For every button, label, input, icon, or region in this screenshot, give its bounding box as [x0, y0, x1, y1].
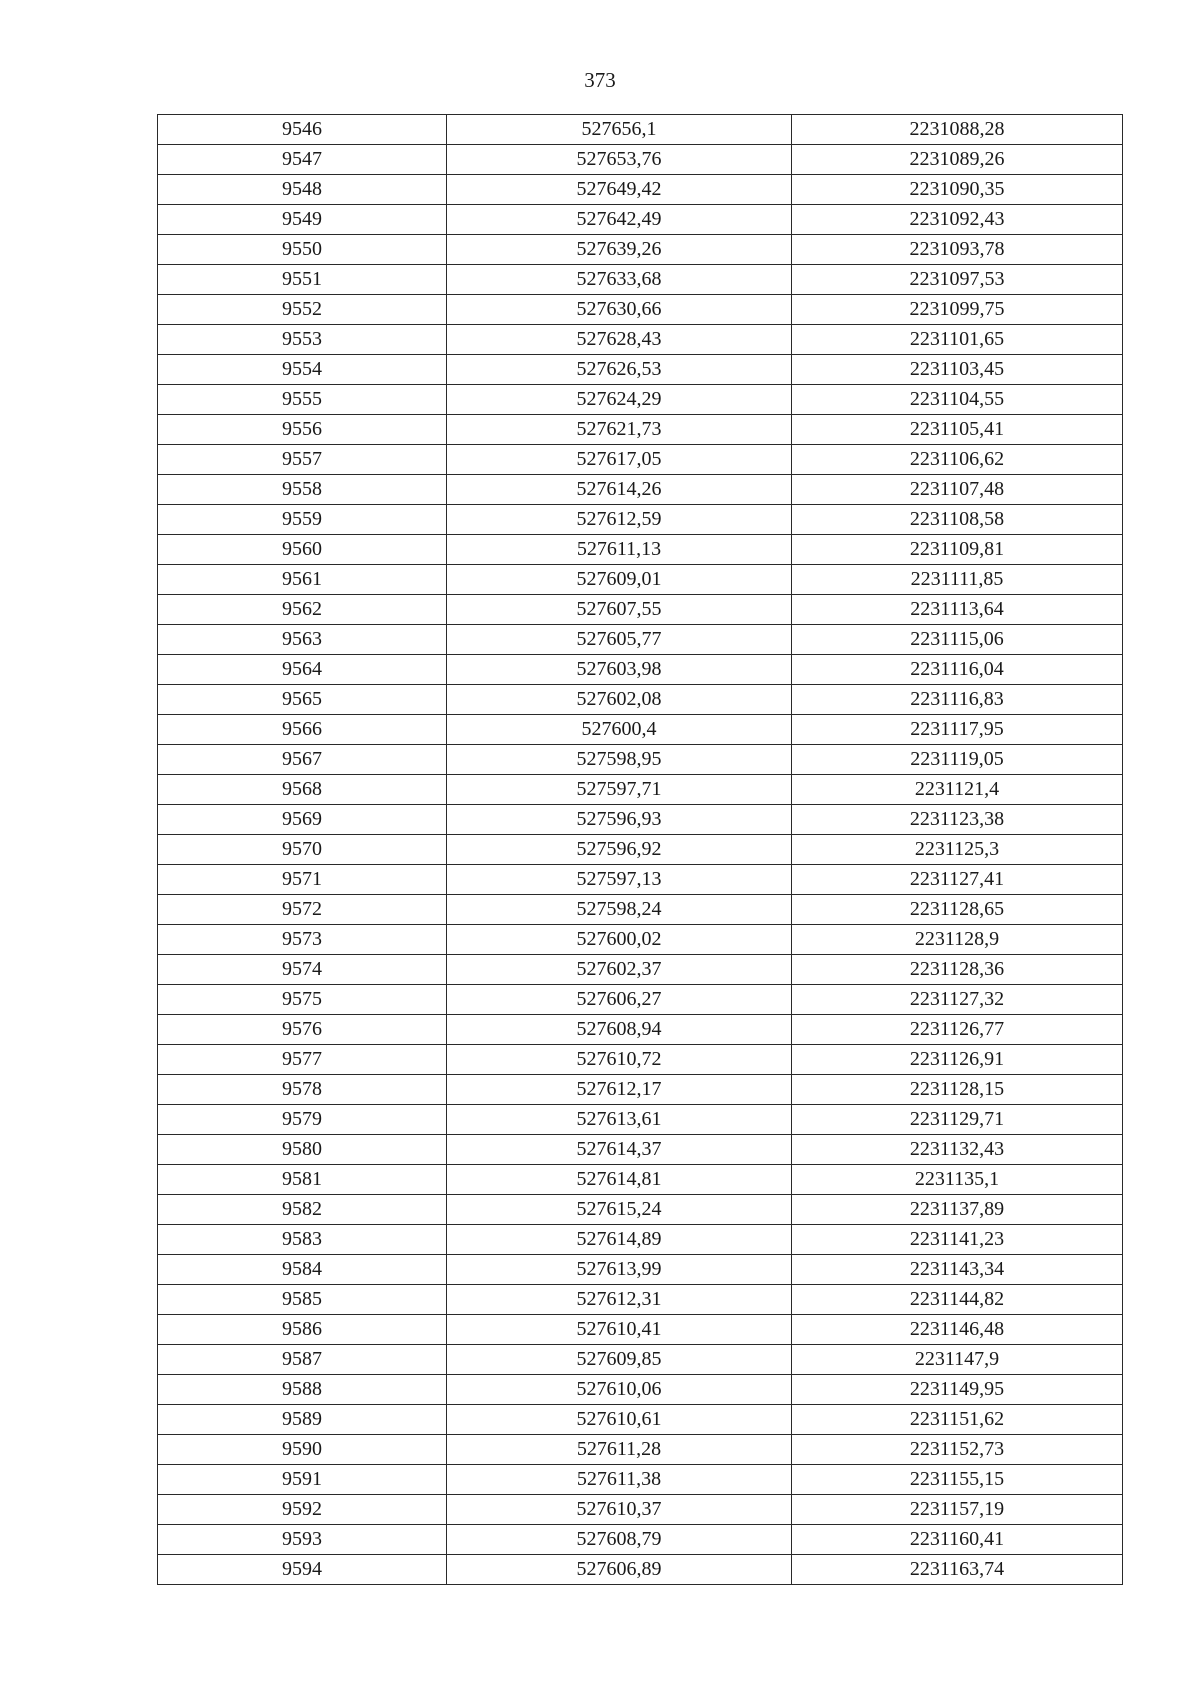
- x-coordinate-cell: 527597,13: [447, 865, 792, 895]
- table-row: [158, 955, 1123, 985]
- y-coordinate-cell: 2231123,38: [792, 805, 1123, 835]
- point-number-cell: 9584: [158, 1255, 447, 1285]
- point-number-cell: 9586: [158, 1315, 447, 1345]
- point-number-cell: 9559: [158, 505, 447, 535]
- table-row: [158, 265, 1123, 295]
- x-coordinate-cell: 527626,53: [447, 355, 792, 385]
- table-row: [158, 445, 1123, 475]
- point-number-cell: 9567: [158, 745, 447, 775]
- point-number-cell: 9563: [158, 625, 447, 655]
- y-coordinate-cell: 2231116,04: [792, 655, 1123, 685]
- point-number-cell: 9581: [158, 1165, 447, 1195]
- point-number-cell: 9585: [158, 1285, 447, 1315]
- coordinates-table: [157, 114, 1123, 1585]
- y-coordinate-cell: 2231125,3: [792, 835, 1123, 865]
- table-row: [158, 1465, 1123, 1495]
- x-coordinate-cell: 527609,85: [447, 1345, 792, 1375]
- table-row: [158, 595, 1123, 625]
- point-number-cell: 9571: [158, 865, 447, 895]
- y-coordinate-cell: 2231093,78: [792, 235, 1123, 265]
- x-coordinate-cell: 527614,89: [447, 1225, 792, 1255]
- table-row: [158, 535, 1123, 565]
- x-coordinate-cell: 527610,06: [447, 1375, 792, 1405]
- coordinates-table-body: [158, 115, 1123, 1585]
- y-coordinate-cell: 2231128,65: [792, 895, 1123, 925]
- point-number-cell: 9565: [158, 685, 447, 715]
- y-coordinate-cell: 2231151,62: [792, 1405, 1123, 1435]
- point-number-cell: 9568: [158, 775, 447, 805]
- x-coordinate-cell: 527614,81: [447, 1165, 792, 1195]
- y-coordinate-cell: 2231141,23: [792, 1225, 1123, 1255]
- point-number-cell: 9582: [158, 1195, 447, 1225]
- y-coordinate-cell: 2231115,06: [792, 625, 1123, 655]
- y-coordinate-cell: 2231088,28: [792, 115, 1123, 145]
- table-row: [158, 1195, 1123, 1225]
- table-row: [158, 1555, 1123, 1585]
- table-row: [158, 655, 1123, 685]
- table-row: [158, 775, 1123, 805]
- table-row: [158, 715, 1123, 745]
- x-coordinate-cell: 527606,27: [447, 985, 792, 1015]
- y-coordinate-cell: 2231132,43: [792, 1135, 1123, 1165]
- table-row: [158, 115, 1123, 145]
- point-number-cell: 9562: [158, 595, 447, 625]
- point-number-cell: 9574: [158, 955, 447, 985]
- point-number-cell: 9577: [158, 1045, 447, 1075]
- point-number-cell: 9550: [158, 235, 447, 265]
- x-coordinate-cell: 527600,02: [447, 925, 792, 955]
- x-coordinate-cell: 527628,43: [447, 325, 792, 355]
- point-number-cell: 9556: [158, 415, 447, 445]
- point-number-cell: 9552: [158, 295, 447, 325]
- x-coordinate-cell: 527598,95: [447, 745, 792, 775]
- y-coordinate-cell: 2231129,71: [792, 1105, 1123, 1135]
- x-coordinate-cell: 527614,37: [447, 1135, 792, 1165]
- point-number-cell: 9555: [158, 385, 447, 415]
- point-number-cell: 9548: [158, 175, 447, 205]
- x-coordinate-cell: 527656,1: [447, 115, 792, 145]
- y-coordinate-cell: 2231097,53: [792, 265, 1123, 295]
- y-coordinate-cell: 2231137,89: [792, 1195, 1123, 1225]
- y-coordinate-cell: 2231127,32: [792, 985, 1123, 1015]
- x-coordinate-cell: 527607,55: [447, 595, 792, 625]
- x-coordinate-cell: 527624,29: [447, 385, 792, 415]
- x-coordinate-cell: 527610,61: [447, 1405, 792, 1435]
- point-number-cell: 9566: [158, 715, 447, 745]
- point-number-cell: 9589: [158, 1405, 447, 1435]
- x-coordinate-cell: 527630,66: [447, 295, 792, 325]
- point-number-cell: 9591: [158, 1465, 447, 1495]
- y-coordinate-cell: 2231101,65: [792, 325, 1123, 355]
- x-coordinate-cell: 527606,89: [447, 1555, 792, 1585]
- point-number-cell: 9592: [158, 1495, 447, 1525]
- point-number-cell: 9588: [158, 1375, 447, 1405]
- y-coordinate-cell: 2231117,95: [792, 715, 1123, 745]
- y-coordinate-cell: 2231111,85: [792, 565, 1123, 595]
- table-row: [158, 1165, 1123, 1195]
- table-row: [158, 1315, 1123, 1345]
- y-coordinate-cell: 2231143,34: [792, 1255, 1123, 1285]
- point-number-cell: 9590: [158, 1435, 447, 1465]
- table-row: [158, 1075, 1123, 1105]
- table-row: [158, 1015, 1123, 1045]
- point-number-cell: 9573: [158, 925, 447, 955]
- table-row: [158, 1405, 1123, 1435]
- y-coordinate-cell: 2231107,48: [792, 475, 1123, 505]
- table-row: [158, 385, 1123, 415]
- x-coordinate-cell: 527614,26: [447, 475, 792, 505]
- x-coordinate-cell: 527597,71: [447, 775, 792, 805]
- table-row: [158, 1225, 1123, 1255]
- point-number-cell: 9575: [158, 985, 447, 1015]
- table-row: [158, 205, 1123, 235]
- y-coordinate-cell: 2231126,91: [792, 1045, 1123, 1075]
- point-number-cell: 9561: [158, 565, 447, 595]
- x-coordinate-cell: 527617,05: [447, 445, 792, 475]
- point-number-cell: 9553: [158, 325, 447, 355]
- y-coordinate-cell: 2231155,15: [792, 1465, 1123, 1495]
- y-coordinate-cell: 2231116,83: [792, 685, 1123, 715]
- y-coordinate-cell: 2231146,48: [792, 1315, 1123, 1345]
- x-coordinate-cell: 527610,41: [447, 1315, 792, 1345]
- table-row: [158, 1435, 1123, 1465]
- x-coordinate-cell: 527598,24: [447, 895, 792, 925]
- y-coordinate-cell: 2231121,4: [792, 775, 1123, 805]
- table-row: [158, 1255, 1123, 1285]
- y-coordinate-cell: 2231103,45: [792, 355, 1123, 385]
- x-coordinate-cell: 527613,99: [447, 1255, 792, 1285]
- y-coordinate-cell: 2231126,77: [792, 1015, 1123, 1045]
- point-number-cell: 9564: [158, 655, 447, 685]
- point-number-cell: 9551: [158, 265, 447, 295]
- y-coordinate-cell: 2231092,43: [792, 205, 1123, 235]
- table-row: [158, 895, 1123, 925]
- x-coordinate-cell: 527605,77: [447, 625, 792, 655]
- x-coordinate-cell: 527633,68: [447, 265, 792, 295]
- table-row: [158, 565, 1123, 595]
- table-row: [158, 835, 1123, 865]
- point-number-cell: 9579: [158, 1105, 447, 1135]
- y-coordinate-cell: 2231089,26: [792, 145, 1123, 175]
- point-number-cell: 9587: [158, 1345, 447, 1375]
- x-coordinate-cell: 527612,31: [447, 1285, 792, 1315]
- point-number-cell: 9594: [158, 1555, 447, 1585]
- point-number-cell: 9557: [158, 445, 447, 475]
- table-row: [158, 1375, 1123, 1405]
- point-number-cell: 9580: [158, 1135, 447, 1165]
- point-number-cell: 9558: [158, 475, 447, 505]
- page-number: 373: [584, 68, 616, 92]
- table-row: [158, 295, 1123, 325]
- point-number-cell: 9583: [158, 1225, 447, 1255]
- table-row: [158, 325, 1123, 355]
- point-number-cell: 9570: [158, 835, 447, 865]
- point-number-cell: 9546: [158, 115, 447, 145]
- y-coordinate-cell: 2231090,35: [792, 175, 1123, 205]
- table-row: [158, 1495, 1123, 1525]
- point-number-cell: 9547: [158, 145, 447, 175]
- table-row: [158, 415, 1123, 445]
- table-row: [158, 1045, 1123, 1075]
- x-coordinate-cell: 527621,73: [447, 415, 792, 445]
- x-coordinate-cell: 527610,37: [447, 1495, 792, 1525]
- x-coordinate-cell: 527642,49: [447, 205, 792, 235]
- y-coordinate-cell: 2231163,74: [792, 1555, 1123, 1585]
- y-coordinate-cell: 2231119,05: [792, 745, 1123, 775]
- y-coordinate-cell: 2231106,62: [792, 445, 1123, 475]
- y-coordinate-cell: 2231149,95: [792, 1375, 1123, 1405]
- y-coordinate-cell: 2231160,41: [792, 1525, 1123, 1555]
- y-coordinate-cell: 2231157,19: [792, 1495, 1123, 1525]
- y-coordinate-cell: 2231108,58: [792, 505, 1123, 535]
- table-row: [158, 625, 1123, 655]
- x-coordinate-cell: 527602,08: [447, 685, 792, 715]
- x-coordinate-cell: 527612,17: [447, 1075, 792, 1105]
- x-coordinate-cell: 527596,93: [447, 805, 792, 835]
- table-row: [158, 745, 1123, 775]
- point-number-cell: 9578: [158, 1075, 447, 1105]
- y-coordinate-cell: 2231135,1: [792, 1165, 1123, 1195]
- x-coordinate-cell: 527600,4: [447, 715, 792, 745]
- table-row: [158, 1135, 1123, 1165]
- y-coordinate-cell: 2231128,9: [792, 925, 1123, 955]
- table-row: [158, 145, 1123, 175]
- point-number-cell: 9549: [158, 205, 447, 235]
- y-coordinate-cell: 2231128,15: [792, 1075, 1123, 1105]
- x-coordinate-cell: 527639,26: [447, 235, 792, 265]
- x-coordinate-cell: 527611,28: [447, 1435, 792, 1465]
- table-row: [158, 1285, 1123, 1315]
- point-number-cell: 9569: [158, 805, 447, 835]
- y-coordinate-cell: 2231152,73: [792, 1435, 1123, 1465]
- x-coordinate-cell: 527615,24: [447, 1195, 792, 1225]
- point-number-cell: 9593: [158, 1525, 447, 1555]
- table-row: [158, 235, 1123, 265]
- y-coordinate-cell: 2231144,82: [792, 1285, 1123, 1315]
- x-coordinate-cell: 527608,79: [447, 1525, 792, 1555]
- table-row: [158, 805, 1123, 835]
- x-coordinate-cell: 527603,98: [447, 655, 792, 685]
- point-number-cell: 9554: [158, 355, 447, 385]
- y-coordinate-cell: 2231127,41: [792, 865, 1123, 895]
- x-coordinate-cell: 527612,59: [447, 505, 792, 535]
- x-coordinate-cell: 527596,92: [447, 835, 792, 865]
- x-coordinate-cell: 527611,13: [447, 535, 792, 565]
- table-row: [158, 925, 1123, 955]
- x-coordinate-cell: 527611,38: [447, 1465, 792, 1495]
- y-coordinate-cell: 2231099,75: [792, 295, 1123, 325]
- point-number-cell: 9560: [158, 535, 447, 565]
- table-row: [158, 475, 1123, 505]
- table-row: [158, 1345, 1123, 1375]
- table-row: [158, 685, 1123, 715]
- table-row: [158, 505, 1123, 535]
- y-coordinate-cell: 2231113,64: [792, 595, 1123, 625]
- y-coordinate-cell: 2231128,36: [792, 955, 1123, 985]
- table-row: [158, 1105, 1123, 1135]
- table-row: [158, 985, 1123, 1015]
- point-number-cell: 9576: [158, 1015, 447, 1045]
- table-row: [158, 865, 1123, 895]
- y-coordinate-cell: 2231109,81: [792, 535, 1123, 565]
- table-row: [158, 1525, 1123, 1555]
- x-coordinate-cell: 527653,76: [447, 145, 792, 175]
- table-row: [158, 175, 1123, 205]
- table-row: [158, 355, 1123, 385]
- x-coordinate-cell: 527613,61: [447, 1105, 792, 1135]
- x-coordinate-cell: 527649,42: [447, 175, 792, 205]
- point-number-cell: 9572: [158, 895, 447, 925]
- y-coordinate-cell: 2231105,41: [792, 415, 1123, 445]
- y-coordinate-cell: 2231104,55: [792, 385, 1123, 415]
- x-coordinate-cell: 527609,01: [447, 565, 792, 595]
- x-coordinate-cell: 527608,94: [447, 1015, 792, 1045]
- x-coordinate-cell: 527610,72: [447, 1045, 792, 1075]
- x-coordinate-cell: 527602,37: [447, 955, 792, 985]
- y-coordinate-cell: 2231147,9: [792, 1345, 1123, 1375]
